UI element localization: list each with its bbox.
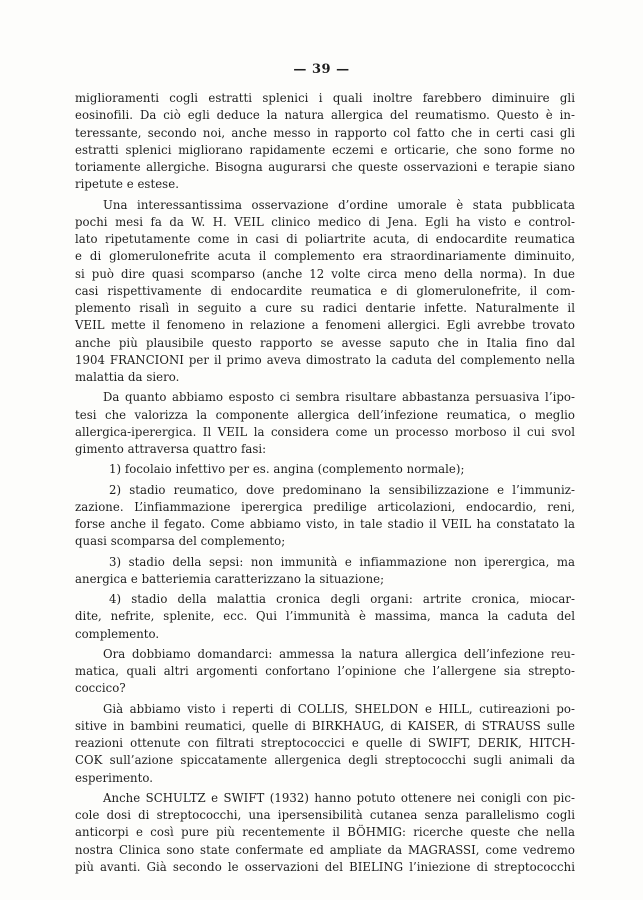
text-line: malattia da siero. <box>75 370 180 384</box>
text-line: complemento. <box>75 626 160 641</box>
text-line: si può dire quasi scomparso (anche 12 volte circa meno della norma). In due <box>75 266 575 281</box>
text-line: e di glomerulonefrite acuta il complemento era straordinariamente diminuito, <box>75 249 575 264</box>
text-line: anergica e batteriemia caratterizzano la situazione; <box>75 571 385 586</box>
text-line: 4) stadio della malattia cronica degli organi: artrite cronica, miocar- <box>109 592 575 606</box>
text-line: estratti splenici migliorano rapidamente eczemi e orticarie, che sono forme no <box>75 142 575 157</box>
text-line: eosinofili. Da ciò egli deduce la natura allergica del reumatismo. Questo è in- <box>75 108 575 123</box>
text-line: zazione. L’infiammazione iperergica predilige articolazioni, endocardio, reni, <box>75 499 575 514</box>
page-number: — 39 — <box>293 62 350 77</box>
text-line: coccico? <box>75 681 126 696</box>
paragraph <box>75 90 575 194</box>
text-line: matica, quali altri argomenti confortano l’opinione che l’allergene sia strepto- <box>75 664 575 678</box>
text-line: cole dosi di streptococchi, una ipersensibilità cutanea senza parallelismo cogli <box>75 808 575 822</box>
text-line: miglioramenti cogli estratti splenici i quali inoltre farebbero diminuire gli <box>75 91 575 105</box>
text-line: toriamente allergiche. Bisogna augurarsi che queste osservazioni e terapie siano <box>75 160 575 174</box>
text-body <box>75 90 575 876</box>
text-line: lato ripetutamente come in casi di poliartrite acuta, di endocardite reumatica <box>75 232 575 246</box>
text-line: COK sull’azione spiccatamente allergenica degli streptococchi sugli animali da <box>75 753 575 768</box>
paragraph <box>75 790 575 876</box>
text-line: Da quanto abbiamo esposto ci sembra risultare abbastanza persuasiva l’ipo- <box>103 390 575 405</box>
text-line: nostra Clinica sono state confermate ed ampliate da MAGRASSI, come vedremo <box>75 842 575 857</box>
paragraph <box>75 389 575 458</box>
text-line: 1904 FRANCIONI per il primo aveva dimostrato la caduta del complemento nella <box>75 352 575 367</box>
text-line: dite, nefrite, splenite, ecc. Qui l’immunità è massima, manca la caduta del <box>75 609 575 624</box>
text-line: esperimento. <box>75 770 154 785</box>
text-line: ripetute e estese. <box>75 177 179 192</box>
paragraph <box>75 197 575 387</box>
text-line: casi rispettivamente di endocardite reumatica e di glomerulonefrite, il com- <box>75 283 575 298</box>
paragraph <box>75 646 575 698</box>
text-line: VEIL mette il fenomeno in relazione a fenomeni allergici. Egli avrebbe trovato <box>75 318 575 333</box>
text-line: Una interessantissima osservazione d’ordine umorale è stata pubblicata <box>103 197 575 212</box>
paragraph <box>75 701 575 787</box>
text-line: pochi mesi fa da W. H. VEIL clinico medico di Jena. Egli ha visto e control- <box>75 214 575 229</box>
text-line: anticorpi e così pure più recentemente il BÖHMIG: ricerche queste che nella <box>75 825 575 840</box>
text-line: anche più plausibile questo rapporto se avesse saputo che in Italia fino dal <box>75 335 575 350</box>
text-line: allergica-iperergica. Il VEIL la considera come un processo morboso il cui svol <box>75 424 575 439</box>
text-line: forse anche il fegato. Come abbiamo visto, in tale stadio il VEIL ha constatato la <box>75 517 575 531</box>
text-line: sitive in bambini reumatici, quelle di BIRKHAUG, di KAISER, di STRAUSS sulle <box>75 718 575 733</box>
text-line: Ora dobbiamo domandarci: ammessa la natura allergica dell’infezione reu- <box>103 646 575 661</box>
text-line: tesi che valorizza la componente allergica dell’infezione reumatica, o meglio <box>75 407 575 422</box>
text-line: quasi scomparsa del complemento; <box>75 534 286 549</box>
text-line: 1) focolaio infettivo per es. angina (complemento normale); <box>109 462 465 477</box>
text-line: 2) stadio reumatico, dove predominano la sensibilizzazione e l’immuniz- <box>109 482 575 497</box>
text-line: teressante, secondo noi, anche messo in rapporto col fatto che in certi casi gli <box>75 125 575 140</box>
paragraph <box>75 461 575 478</box>
text-line: plemento risalì in seguito a cure su radici dentarie infette. Naturalmente il <box>75 301 575 315</box>
text-line: più avanti. Già secondo le osservazioni del BIELING l’iniezione di streptococchi <box>75 859 575 874</box>
paragraph <box>75 591 575 643</box>
text-line: gimento attraversa quattro fasi: <box>75 442 267 456</box>
paragraph <box>75 482 575 551</box>
text-line: reazioni ottenute con filtrati streptococcici e quelle di SWIFT, DERIK, HITCH- <box>75 736 575 750</box>
paragraph <box>75 554 575 589</box>
text-line: Già abbiamo visto i reperti di COLLIS, SHELDON e HILL, cutireazioni po- <box>103 701 575 716</box>
text-line: 3) stadio della sepsi: non immunità e infiammazione non iperergica, ma <box>109 554 575 569</box>
text-line: Anche SCHULTZ e SWIFT (1932) hanno potuto ottenere nei conigli con pic- <box>103 790 575 805</box>
